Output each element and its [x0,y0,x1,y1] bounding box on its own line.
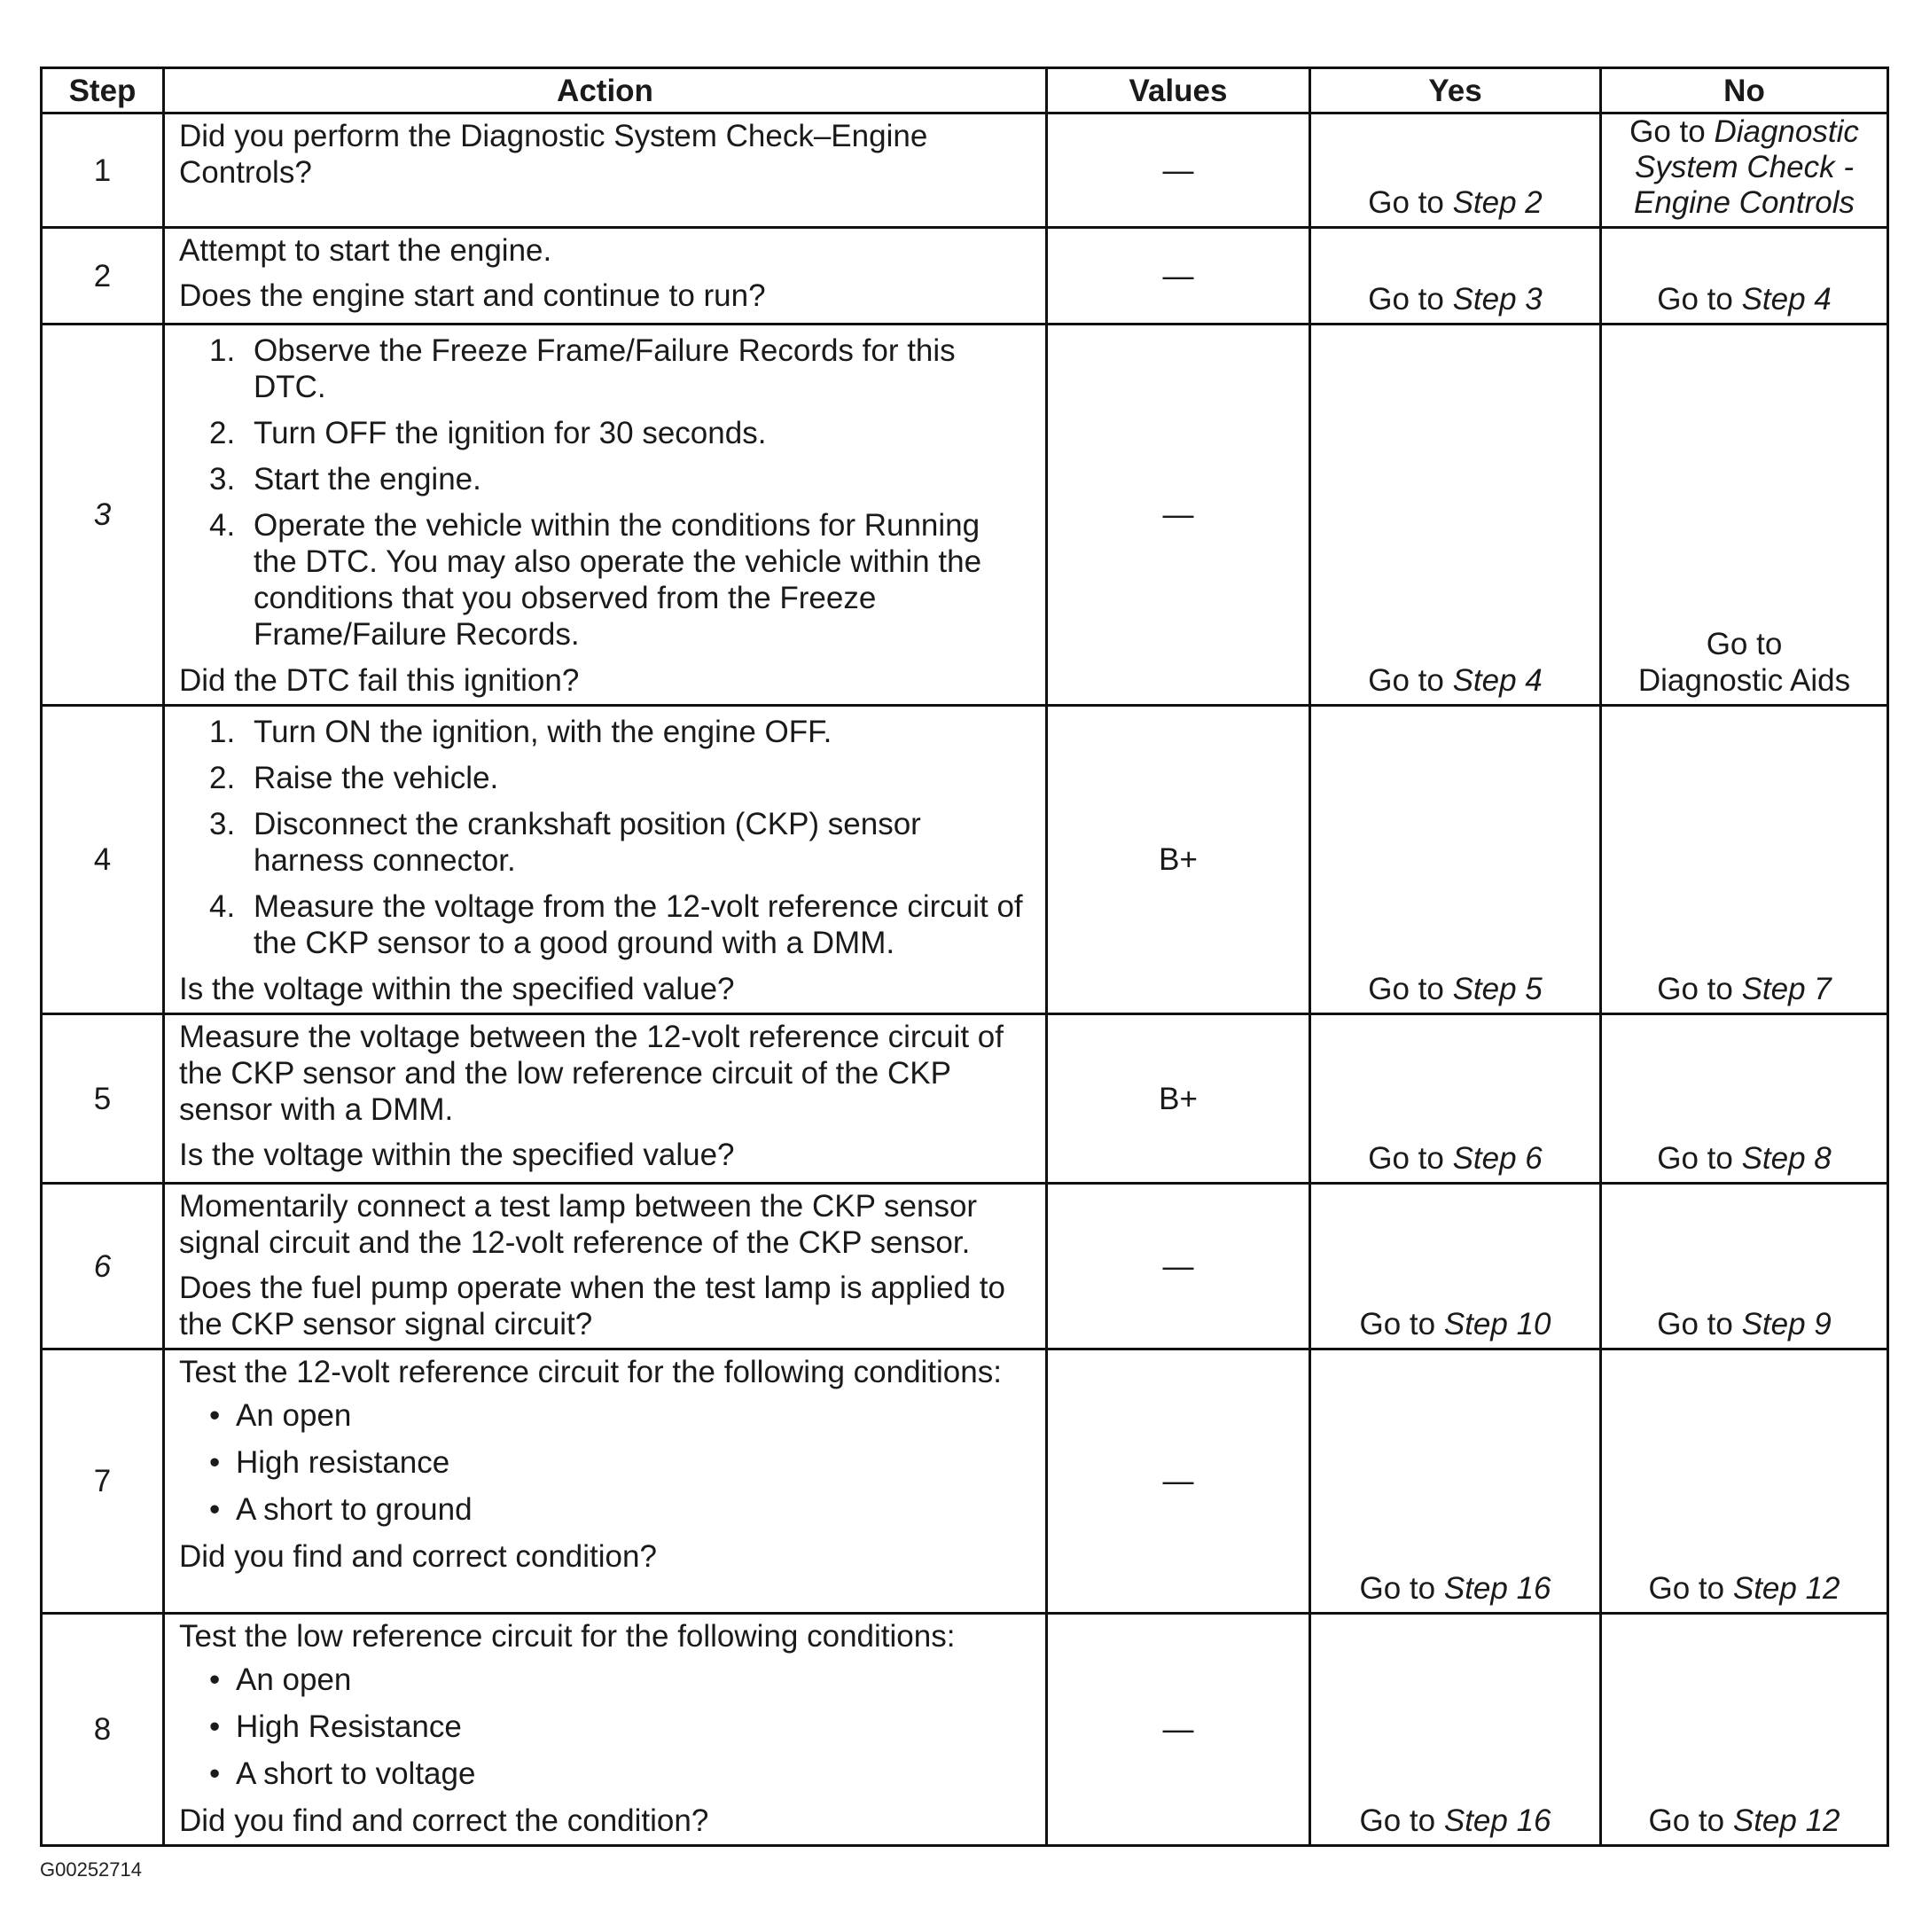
no-cell [1601,706,1888,1014]
item-number: 4. [209,889,236,924]
action-cell [164,113,1047,228]
action-text: Test the 12-volt reference circuit for the following conditions: [179,1355,1002,1389]
no-target: Step 8 [1741,1141,1832,1176]
bullet-list [179,1397,1031,1528]
item-text: Operate the vehicle within the conditions for Running the DTC. You may also operate the vehicle within the conditions that you observed from the Freeze Frame/Failure Records. [254,508,982,652]
yes-target: Step 16 [1443,1803,1551,1838]
header-step: Step [42,68,164,113]
item-number: 2. [209,416,236,450]
item-text: A short to ground [236,1492,473,1527]
no-prefix: Go to [1629,114,1706,149]
item-number: 4. [209,508,236,543]
bullet-glyph: • [209,1492,221,1527]
no-cell [1601,325,1888,706]
bullet-list [179,1662,1031,1792]
action-cell [164,706,1047,1014]
table-row [42,113,1888,228]
yes-prefix: Go to [1368,282,1444,317]
item-text: An open [236,1398,352,1433]
item-text: A short to voltage [236,1756,476,1791]
header-values: Values [1047,68,1310,113]
item-text: Start the engine. [254,462,481,497]
list-item [209,1756,1031,1792]
yes-cell [1310,706,1601,1014]
list-item [209,415,1031,451]
yes-target: Step 10 [1443,1307,1551,1341]
yes-target: Step 4 [1452,663,1543,698]
item-text: Measure the voltage from the 12-volt reference circuit of the CKP sensor to a good ground with a DMM. [254,889,1023,960]
no-prefix: Go to [1657,1307,1733,1341]
table-row [42,706,1888,1014]
action-cell [164,325,1047,706]
action-question: Does the engine start and continue to run? [179,278,766,313]
yes-prefix: Go to [1368,972,1444,1006]
no-target: Step 9 [1741,1307,1832,1341]
item-text: Disconnect the crankshaft position (CKP) sensor harness connector. [254,807,921,878]
step-number: 3 [42,325,164,706]
action-cell [164,1349,1047,1614]
action-cell [164,1184,1047,1349]
action-text: Measure the voltage between the 12-volt reference circuit of the CKP sensor and the low reference circuit of the CKP sensor with a DMM. [179,1020,1004,1127]
yes-prefix: Go to [1368,1141,1444,1176]
table-row [42,1014,1888,1184]
bullet-glyph: • [209,1398,221,1433]
no-cell [1601,1184,1888,1349]
yes-prefix: Go to [1359,1803,1436,1838]
action-question: Did you find and correct condition? [179,1539,657,1574]
action-question: Did you find and correct the condition? [179,1803,709,1838]
table-row [42,1184,1888,1349]
yes-cell [1310,1349,1601,1614]
value-cell: — [1047,1349,1310,1614]
value-cell: B+ [1047,1014,1310,1184]
numbered-list [179,332,1031,653]
item-text: High resistance [236,1445,450,1480]
item-text: Observe the Freeze Frame/Failure Records for this DTC. [254,333,956,404]
no-target: Step 4 [1741,282,1832,317]
yes-target: Step 2 [1452,185,1543,220]
action-question: Is the voltage within the specified value? [179,1138,735,1172]
action-question: Does the fuel pump operate when the test lamp is applied to the CKP sensor signal circuit? [179,1271,1005,1341]
action-cell [164,1614,1047,1846]
table-header-row [42,68,1888,113]
yes-target: Step 3 [1452,282,1543,317]
action-text: Attempt to start the engine. [179,233,552,268]
list-item [209,806,1031,879]
yes-prefix: Go to [1368,663,1444,698]
step-number: 2 [42,228,164,325]
step-number: 5 [42,1014,164,1184]
no-prefix: Go to [1648,1803,1725,1838]
no-prefix: Go to [1657,972,1733,1006]
item-text: High Resistance [236,1709,462,1744]
table-row [42,228,1888,325]
table-row [42,1349,1888,1614]
action-text: Momentarily connect a test lamp between the CKP sensor signal circuit and the 12-volt reference of the CKP sensor. [179,1189,978,1260]
item-text: Turn ON the ignition, with the engine OFF. [254,715,832,749]
no-target: Diagnostic Aids [1637,663,1851,698]
item-text: Turn OFF the ignition for 30 seconds. [254,416,767,450]
list-item [209,888,1031,961]
action-question: Is the voltage within the specified value? [179,972,735,1006]
list-item [209,1662,1031,1698]
item-text: Raise the vehicle. [254,761,499,795]
yes-prefix: Go to [1359,1571,1436,1606]
header-yes: Yes [1310,68,1601,113]
yes-cell [1310,1614,1601,1846]
yes-prefix: Go to [1368,185,1444,220]
bullet-glyph: • [209,1662,221,1697]
no-cell [1601,113,1888,228]
list-item [209,714,1031,750]
item-text: An open [236,1662,352,1697]
no-prefix: Go to [1706,627,1783,661]
list-item [209,1444,1031,1481]
no-cell [1601,228,1888,325]
list-item [209,1709,1031,1745]
list-item [209,1397,1031,1434]
diagnostic-table [40,66,1889,1847]
item-number: 2. [209,761,236,795]
no-target: Step 12 [1732,1803,1840,1838]
no-target: Diagnostic System Check - Engine Controls [1633,114,1859,220]
numbered-list [179,714,1031,961]
action-question: Did the DTC fail this ignition? [179,663,580,698]
list-item [209,461,1031,497]
value-cell: — [1047,113,1310,228]
no-prefix: Go to [1648,1571,1725,1606]
no-target: Step 12 [1732,1571,1840,1606]
list-item [209,332,1031,405]
yes-cell [1310,1184,1601,1349]
no-cell [1601,1014,1888,1184]
step-number: 6 [42,1184,164,1349]
bullet-glyph: • [209,1445,221,1480]
no-cell [1601,1349,1888,1614]
table-row [42,1614,1888,1846]
value-cell: B+ [1047,706,1310,1014]
yes-cell [1310,1014,1601,1184]
yes-target: Step 16 [1443,1571,1551,1606]
value-cell: — [1047,325,1310,706]
yes-target: Step 5 [1452,972,1543,1006]
step-number: 8 [42,1614,164,1846]
action-cell [164,228,1047,325]
header-action: Action [164,68,1047,113]
step-number: 1 [42,113,164,228]
no-target: Step 7 [1741,972,1832,1006]
no-prefix: Go to [1657,1141,1733,1176]
yes-prefix: Go to [1359,1307,1436,1341]
item-number: 1. [209,333,236,368]
value-cell: — [1047,1614,1310,1846]
header-no: No [1601,68,1888,113]
action-text: Test the low reference circuit for the following conditions: [179,1619,956,1654]
value-cell: — [1047,228,1310,325]
bullet-glyph: • [209,1756,221,1791]
list-item [209,1491,1031,1528]
table-row [42,325,1888,706]
action-text: Did you perform the Diagnostic System Check–Engine Controls? [179,119,928,190]
step-number: 4 [42,706,164,1014]
value-cell: — [1047,1184,1310,1349]
bullet-glyph: • [209,1709,221,1744]
yes-cell [1310,228,1601,325]
item-number: 3. [209,462,236,497]
item-number: 1. [209,715,236,749]
item-number: 3. [209,807,236,841]
list-item [209,760,1031,796]
figure-code: G00252714 [40,1858,142,1881]
step-number: 7 [42,1349,164,1614]
no-prefix: Go to [1657,282,1733,317]
action-cell [164,1014,1047,1184]
yes-target: Step 6 [1452,1141,1543,1176]
yes-cell [1310,113,1601,228]
list-item [209,507,1031,653]
yes-cell [1310,325,1601,706]
no-cell [1601,1614,1888,1846]
